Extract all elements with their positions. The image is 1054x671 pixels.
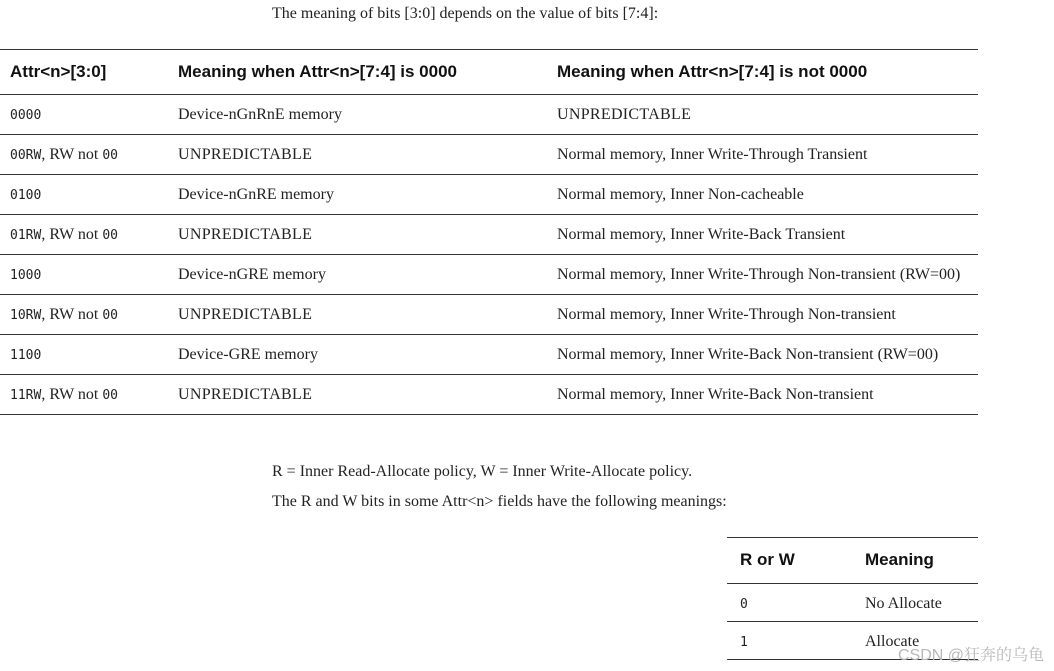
attr-code: 1100 (10, 348, 42, 363)
table-header-row (0, 50, 978, 95)
attr-code-cell (0, 255, 168, 295)
meaning-not-0000-cell: Normal memory, Inner Write-Through Non-transient (RW=00) (557, 266, 961, 283)
meaning-0000-cell: Device-nGnRnE memory (178, 106, 342, 123)
table-row (0, 215, 978, 255)
table-body (0, 95, 978, 415)
rw-code-cell (727, 622, 852, 660)
attr-code-cell (0, 135, 168, 175)
meaning-0000-cell: UNPREDICTABLE (178, 386, 313, 403)
attr-code-cell (0, 95, 168, 135)
table-row (0, 255, 978, 295)
attr-code-suffix-value: 00 (102, 308, 119, 323)
meaning-not-0000-cell: UNPREDICTABLE (557, 106, 692, 123)
attr-code: 0100 (10, 188, 42, 203)
rw-policy-note: R = Inner Read-Allocate policy, W = Inner Write-Allocate policy. (272, 463, 693, 480)
attr-code-suffix: , RW not (41, 386, 103, 403)
header-meaning-not-0000: Meaning when Attr<n>[7:4] is not 0000 (557, 62, 868, 81)
attr-code-cell (0, 175, 168, 215)
rw-meaning-cell: Allocate (865, 633, 920, 650)
table-row (0, 295, 978, 335)
attr-code-suffix-value: 00 (102, 228, 119, 243)
attr-code-cell (0, 215, 168, 255)
meaning-0000-cell: Device-nGRE memory (178, 266, 326, 283)
attr-code: 10RW (10, 308, 42, 323)
meaning-not-0000-cell: Normal memory, Inner Write-Back Transient (557, 226, 846, 243)
meaning-0000-cell: Device-GRE memory (178, 346, 318, 363)
attr-code: 1000 (10, 268, 42, 283)
attr-code-suffix: , RW not (41, 146, 103, 163)
attr-code-cell (0, 295, 168, 335)
table-row (0, 375, 978, 415)
meaning-0000-cell: UNPREDICTABLE (178, 146, 313, 163)
header-meaning-0000: Meaning when Attr<n>[7:4] is 0000 (178, 62, 457, 81)
table-row (0, 175, 978, 215)
rw-table-header-row (727, 538, 978, 584)
attr-code: 11RW (10, 388, 42, 403)
table-row (0, 95, 978, 135)
meaning-not-0000-cell: Normal memory, Inner Write-Through Transient (557, 146, 868, 163)
attr-code-suffix: , RW not (41, 306, 103, 323)
attr-code: 00RW (10, 148, 42, 163)
meaning-0000-cell: UNPREDICTABLE (178, 306, 313, 323)
meaning-0000-cell: Device-nGnRE memory (178, 186, 334, 203)
header-attr-bits: Attr<n>[3:0] (10, 62, 107, 81)
rw-table-row (727, 584, 978, 622)
attr-code-suffix-value: 00 (102, 388, 119, 403)
table-row (0, 335, 978, 375)
meaning-not-0000-cell: Normal memory, Inner Non-cacheable (557, 186, 804, 203)
attr-code-cell (0, 375, 168, 415)
rw-fields-note: The R and W bits in some Attr<n> fields have the following meanings: (272, 493, 727, 510)
attr-code-suffix: , RW not (41, 226, 103, 243)
rw-code-cell (727, 584, 852, 622)
attr-code: 0000 (10, 108, 42, 123)
meaning-not-0000-cell: Normal memory, Inner Write-Back Non-transient (557, 386, 874, 403)
watermark: CSDN @狂奔的乌龟 (897, 647, 1044, 664)
meaning-not-0000-cell: Normal memory, Inner Write-Through Non-transient (557, 306, 896, 323)
header-r-or-w: R or W (740, 550, 795, 569)
table-row (0, 135, 978, 175)
meaning-not-0000-cell: Normal memory, Inner Write-Back Non-transient (RW=00) (557, 346, 939, 363)
meaning-0000-cell: UNPREDICTABLE (178, 226, 313, 243)
intro-paragraph: The meaning of bits [3:0] depends on the value of bits [7:4]: (272, 5, 659, 22)
attr-meaning-table (0, 49, 978, 415)
header-meaning: Meaning (865, 550, 934, 569)
attr-code: 01RW (10, 228, 42, 243)
rw-meaning-cell: No Allocate (865, 595, 942, 612)
rw-code: 1 (740, 635, 748, 650)
rw-code: 0 (740, 597, 748, 612)
attr-code-suffix-value: 00 (102, 148, 119, 163)
attr-code-cell (0, 335, 168, 375)
